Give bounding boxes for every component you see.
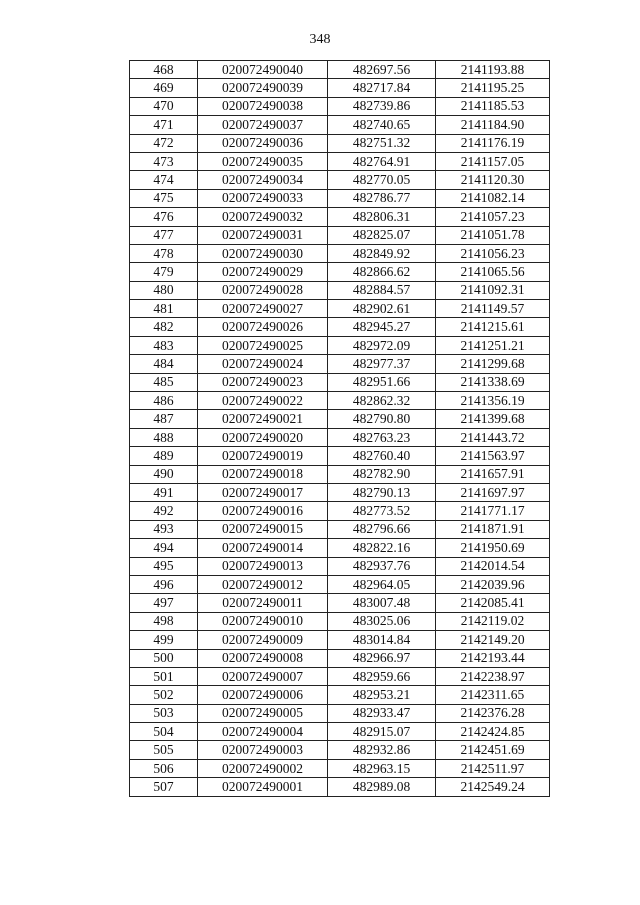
row-number-cell: 475: [130, 189, 198, 207]
x-coordinate-cell: 482825.07: [328, 226, 436, 244]
table-row: [130, 373, 550, 391]
table-row: [130, 465, 550, 483]
y-coordinate-cell: 2141051.78: [436, 226, 550, 244]
parcel-id-cell: 020072490009: [198, 631, 328, 649]
x-coordinate-cell: 482740.65: [328, 116, 436, 134]
x-coordinate-cell: 482977.37: [328, 355, 436, 373]
y-coordinate-cell: 2141950.69: [436, 539, 550, 557]
row-number-cell: 476: [130, 208, 198, 226]
x-coordinate-cell: 482773.52: [328, 502, 436, 520]
table-row: [130, 410, 550, 428]
coordinates-table-body: [130, 61, 550, 797]
y-coordinate-cell: 2141338.69: [436, 373, 550, 391]
x-coordinate-cell: 482790.80: [328, 410, 436, 428]
row-number-cell: 502: [130, 686, 198, 704]
parcel-id-cell: 020072490034: [198, 171, 328, 189]
table-row: [130, 575, 550, 593]
y-coordinate-cell: 2142149.20: [436, 631, 550, 649]
row-number-cell: 486: [130, 392, 198, 410]
row-number-cell: 492: [130, 502, 198, 520]
row-number-cell: 479: [130, 263, 198, 281]
y-coordinate-cell: 2141176.19: [436, 134, 550, 152]
table-row: [130, 392, 550, 410]
row-number-cell: 491: [130, 483, 198, 501]
row-number-cell: 497: [130, 594, 198, 612]
y-coordinate-cell: 2141657.91: [436, 465, 550, 483]
row-number-cell: 504: [130, 723, 198, 741]
y-coordinate-cell: 2141871.91: [436, 520, 550, 538]
table-row: [130, 97, 550, 115]
table-row: [130, 649, 550, 667]
row-number-cell: 487: [130, 410, 198, 428]
parcel-id-cell: 020072490036: [198, 134, 328, 152]
row-number-cell: 481: [130, 300, 198, 318]
row-number-cell: 493: [130, 520, 198, 538]
x-coordinate-cell: 482790.13: [328, 483, 436, 501]
x-coordinate-cell: 482937.76: [328, 557, 436, 575]
y-coordinate-cell: 2141057.23: [436, 208, 550, 226]
row-number-cell: 496: [130, 575, 198, 593]
parcel-id-cell: 020072490002: [198, 759, 328, 777]
row-number-cell: 470: [130, 97, 198, 115]
x-coordinate-cell: 482964.05: [328, 575, 436, 593]
table-row: [130, 116, 550, 134]
y-coordinate-cell: 2141356.19: [436, 392, 550, 410]
table-row: [130, 189, 550, 207]
x-coordinate-cell: 483014.84: [328, 631, 436, 649]
parcel-id-cell: 020072490031: [198, 226, 328, 244]
x-coordinate-cell: 482953.21: [328, 686, 436, 704]
y-coordinate-cell: 2142311.65: [436, 686, 550, 704]
y-coordinate-cell: 2141443.72: [436, 428, 550, 446]
x-coordinate-cell: 482951.66: [328, 373, 436, 391]
row-number-cell: 506: [130, 759, 198, 777]
x-coordinate-cell: 482763.23: [328, 428, 436, 446]
parcel-id-cell: 020072490012: [198, 575, 328, 593]
table-row: [130, 778, 550, 796]
table-row: [130, 594, 550, 612]
row-number-cell: 501: [130, 667, 198, 685]
parcel-id-cell: 020072490006: [198, 686, 328, 704]
y-coordinate-cell: 2141184.90: [436, 116, 550, 134]
table-row: [130, 759, 550, 777]
row-number-cell: 499: [130, 631, 198, 649]
table-row: [130, 723, 550, 741]
y-coordinate-cell: 2141215.61: [436, 318, 550, 336]
parcel-id-cell: 020072490019: [198, 447, 328, 465]
parcel-id-cell: 020072490007: [198, 667, 328, 685]
table-row: [130, 686, 550, 704]
x-coordinate-cell: 482764.91: [328, 152, 436, 170]
row-number-cell: 484: [130, 355, 198, 373]
table-row: [130, 263, 550, 281]
x-coordinate-cell: 482739.86: [328, 97, 436, 115]
parcel-id-cell: 020072490030: [198, 244, 328, 262]
parcel-id-cell: 020072490013: [198, 557, 328, 575]
row-number-cell: 472: [130, 134, 198, 152]
row-number-cell: 494: [130, 539, 198, 557]
y-coordinate-cell: 2142549.24: [436, 778, 550, 796]
table-row: [130, 208, 550, 226]
parcel-id-cell: 020072490008: [198, 649, 328, 667]
parcel-id-cell: 020072490022: [198, 392, 328, 410]
table-row: [130, 134, 550, 152]
row-number-cell: 474: [130, 171, 198, 189]
table-row: [130, 318, 550, 336]
row-number-cell: 471: [130, 116, 198, 134]
y-coordinate-cell: 2141193.88: [436, 61, 550, 79]
coordinates-table: [129, 60, 550, 797]
table-row: [130, 226, 550, 244]
y-coordinate-cell: 2142085.41: [436, 594, 550, 612]
parcel-id-cell: 020072490026: [198, 318, 328, 336]
row-number-cell: 500: [130, 649, 198, 667]
row-number-cell: 469: [130, 79, 198, 97]
x-coordinate-cell: 482989.08: [328, 778, 436, 796]
x-coordinate-cell: 482933.47: [328, 704, 436, 722]
table-row: [130, 520, 550, 538]
parcel-id-cell: 020072490015: [198, 520, 328, 538]
row-number-cell: 477: [130, 226, 198, 244]
y-coordinate-cell: 2141697.97: [436, 483, 550, 501]
parcel-id-cell: 020072490005: [198, 704, 328, 722]
table-row: [130, 336, 550, 354]
x-coordinate-cell: 482786.77: [328, 189, 436, 207]
row-number-cell: 489: [130, 447, 198, 465]
y-coordinate-cell: 2142511.97: [436, 759, 550, 777]
y-coordinate-cell: 2141157.05: [436, 152, 550, 170]
x-coordinate-cell: 482806.31: [328, 208, 436, 226]
row-number-cell: 478: [130, 244, 198, 262]
table-row: [130, 428, 550, 446]
parcel-id-cell: 020072490023: [198, 373, 328, 391]
parcel-id-cell: 020072490024: [198, 355, 328, 373]
row-number-cell: 503: [130, 704, 198, 722]
parcel-id-cell: 020072490018: [198, 465, 328, 483]
parcel-id-cell: 020072490010: [198, 612, 328, 630]
y-coordinate-cell: 2141149.57: [436, 300, 550, 318]
table-row: [130, 171, 550, 189]
y-coordinate-cell: 2141771.17: [436, 502, 550, 520]
table-row: [130, 667, 550, 685]
row-number-cell: 468: [130, 61, 198, 79]
row-number-cell: 495: [130, 557, 198, 575]
parcel-id-cell: 020072490021: [198, 410, 328, 428]
y-coordinate-cell: 2142424.85: [436, 723, 550, 741]
y-coordinate-cell: 2141563.97: [436, 447, 550, 465]
y-coordinate-cell: 2141195.25: [436, 79, 550, 97]
table-row: [130, 244, 550, 262]
parcel-id-cell: 020072490016: [198, 502, 328, 520]
table-row: [130, 502, 550, 520]
y-coordinate-cell: 2141065.56: [436, 263, 550, 281]
table-row: [130, 741, 550, 759]
parcel-id-cell: 020072490001: [198, 778, 328, 796]
parcel-id-cell: 020072490035: [198, 152, 328, 170]
x-coordinate-cell: 482760.40: [328, 447, 436, 465]
parcel-id-cell: 020072490017: [198, 483, 328, 501]
table-row: [130, 61, 550, 79]
x-coordinate-cell: 482884.57: [328, 281, 436, 299]
row-number-cell: 480: [130, 281, 198, 299]
row-number-cell: 483: [130, 336, 198, 354]
parcel-id-cell: 020072490004: [198, 723, 328, 741]
x-coordinate-cell: 482849.92: [328, 244, 436, 262]
table-row: [130, 704, 550, 722]
row-number-cell: 485: [130, 373, 198, 391]
y-coordinate-cell: 2141399.68: [436, 410, 550, 428]
parcel-id-cell: 020072490032: [198, 208, 328, 226]
table-row: [130, 631, 550, 649]
y-coordinate-cell: 2141082.14: [436, 189, 550, 207]
x-coordinate-cell: 482902.61: [328, 300, 436, 318]
table-row: [130, 79, 550, 97]
row-number-cell: 505: [130, 741, 198, 759]
x-coordinate-cell: 483025.06: [328, 612, 436, 630]
y-coordinate-cell: 2142014.54: [436, 557, 550, 575]
parcel-id-cell: 020072490025: [198, 336, 328, 354]
y-coordinate-cell: 2141185.53: [436, 97, 550, 115]
parcel-id-cell: 020072490003: [198, 741, 328, 759]
table-row: [130, 355, 550, 373]
x-coordinate-cell: 482972.09: [328, 336, 436, 354]
y-coordinate-cell: 2142451.69: [436, 741, 550, 759]
row-number-cell: 488: [130, 428, 198, 446]
x-coordinate-cell: 482866.62: [328, 263, 436, 281]
parcel-id-cell: 020072490033: [198, 189, 328, 207]
x-coordinate-cell: 482963.15: [328, 759, 436, 777]
y-coordinate-cell: 2142238.97: [436, 667, 550, 685]
table-row: [130, 447, 550, 465]
y-coordinate-cell: 2141120.30: [436, 171, 550, 189]
x-coordinate-cell: 482966.97: [328, 649, 436, 667]
x-coordinate-cell: 482697.56: [328, 61, 436, 79]
y-coordinate-cell: 2142039.96: [436, 575, 550, 593]
y-coordinate-cell: 2142193.44: [436, 649, 550, 667]
parcel-id-cell: 020072490038: [198, 97, 328, 115]
parcel-id-cell: 020072490020: [198, 428, 328, 446]
x-coordinate-cell: 482751.32: [328, 134, 436, 152]
table-row: [130, 281, 550, 299]
row-number-cell: 490: [130, 465, 198, 483]
table-row: [130, 612, 550, 630]
parcel-id-cell: 020072490039: [198, 79, 328, 97]
row-number-cell: 482: [130, 318, 198, 336]
x-coordinate-cell: 482945.27: [328, 318, 436, 336]
row-number-cell: 473: [130, 152, 198, 170]
parcel-id-cell: 020072490037: [198, 116, 328, 134]
x-coordinate-cell: 482770.05: [328, 171, 436, 189]
table-row: [130, 539, 550, 557]
x-coordinate-cell: 482782.90: [328, 465, 436, 483]
parcel-id-cell: 020072490029: [198, 263, 328, 281]
parcel-id-cell: 020072490027: [198, 300, 328, 318]
y-coordinate-cell: 2142376.28: [436, 704, 550, 722]
table-row: [130, 152, 550, 170]
x-coordinate-cell: 482862.32: [328, 392, 436, 410]
y-coordinate-cell: 2141251.21: [436, 336, 550, 354]
row-number-cell: 498: [130, 612, 198, 630]
row-number-cell: 507: [130, 778, 198, 796]
x-coordinate-cell: 482717.84: [328, 79, 436, 97]
x-coordinate-cell: 482932.86: [328, 741, 436, 759]
x-coordinate-cell: 482959.66: [328, 667, 436, 685]
table-row: [130, 300, 550, 318]
page-number: 348: [309, 32, 331, 47]
parcel-id-cell: 020072490040: [198, 61, 328, 79]
parcel-id-cell: 020072490028: [198, 281, 328, 299]
x-coordinate-cell: 482915.07: [328, 723, 436, 741]
x-coordinate-cell: 482796.66: [328, 520, 436, 538]
y-coordinate-cell: 2142119.02: [436, 612, 550, 630]
table-row: [130, 483, 550, 501]
parcel-id-cell: 020072490014: [198, 539, 328, 557]
x-coordinate-cell: 483007.48: [328, 594, 436, 612]
x-coordinate-cell: 482822.16: [328, 539, 436, 557]
parcel-id-cell: 020072490011: [198, 594, 328, 612]
y-coordinate-cell: 2141299.68: [436, 355, 550, 373]
table-row: [130, 557, 550, 575]
y-coordinate-cell: 2141092.31: [436, 281, 550, 299]
y-coordinate-cell: 2141056.23: [436, 244, 550, 262]
